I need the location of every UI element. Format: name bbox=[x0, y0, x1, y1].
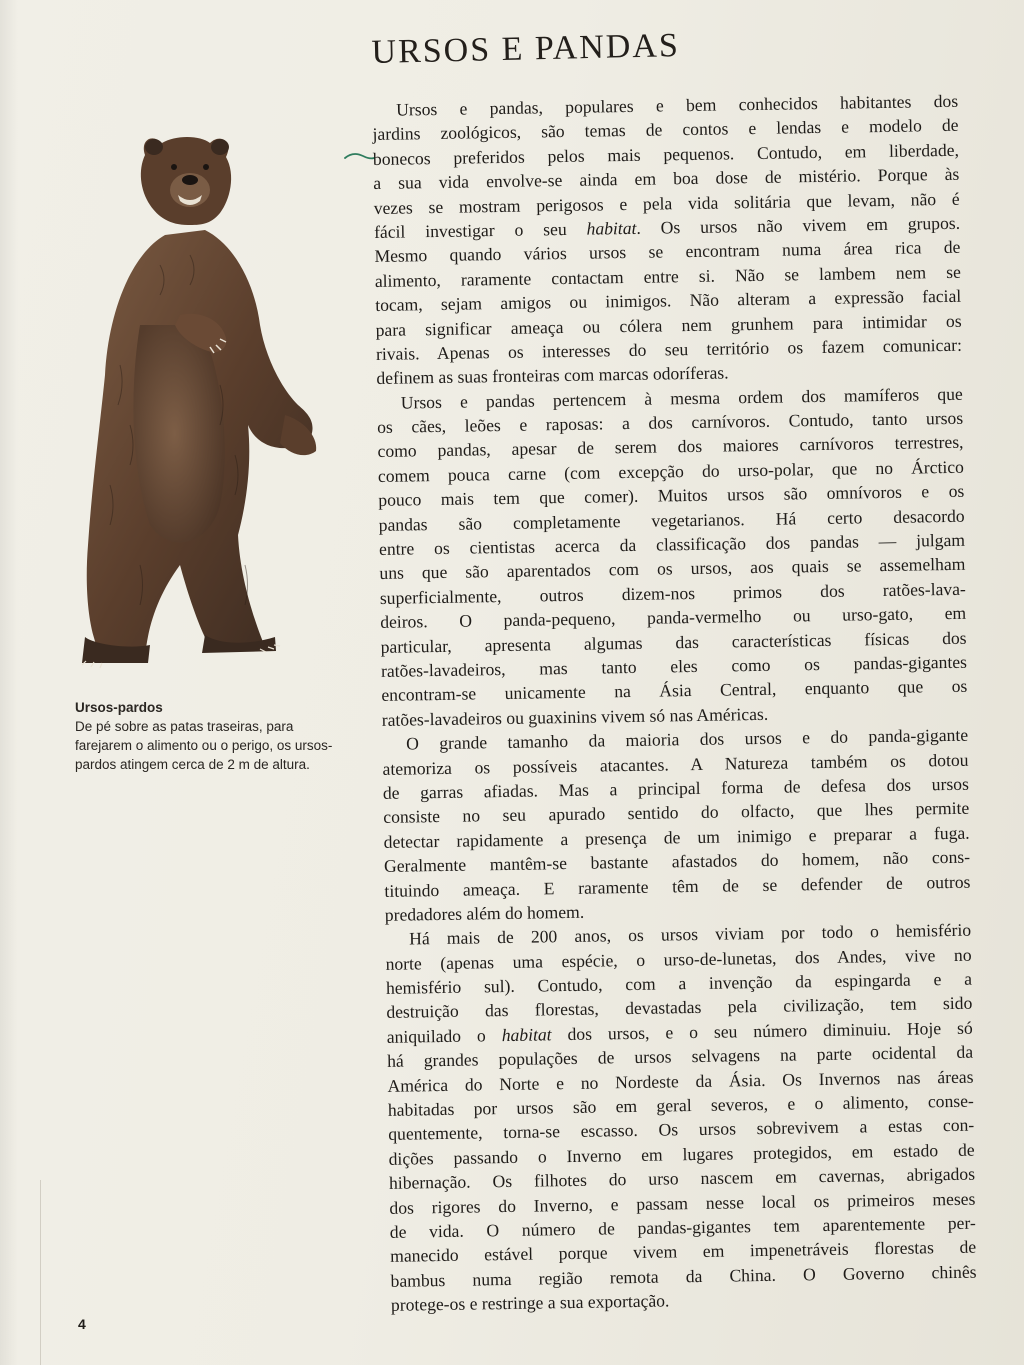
text-line: deiros. O panda-pequeno, panda-vermelho ou urso-gato, em bbox=[380, 602, 967, 633]
page-crease bbox=[0, 1180, 41, 1365]
text-line: América do Norte e no Nordeste da Ásia. Os Invernos nas áreas bbox=[387, 1066, 974, 1096]
text-line: aniquilado o habitat dos ursos, e o seu número diminuiu. Hoje só bbox=[386, 1017, 973, 1047]
paragraph bbox=[377, 381, 968, 732]
paragraph bbox=[372, 89, 963, 391]
text-line: tocam, sejam amigos ou inimigos. Não alteram a expressão facial bbox=[375, 285, 962, 316]
text-line: hibernação. Os filhotes do urso nascem em cavernas, abrigados bbox=[388, 1163, 976, 1194]
text-line: dições passando o Inverno em lugares protegidos, em estado de bbox=[388, 1139, 975, 1169]
article-body bbox=[372, 89, 977, 1318]
caption-text: De pé sobre as patas traseiras, para farejarem o alimento ou o perigo, os ursos-pardos atingem cerca de 2 m de altura. bbox=[75, 719, 333, 772]
text-line: O grande tamanho da maioria dos ursos e do panda-gigante bbox=[405, 724, 969, 754]
text-line: a sua vida envolve-se ainda em boa dose de mistério. Porque às bbox=[373, 163, 960, 194]
text-line: os cães, leões e raposas: a dos carnívoros. Contudo, tanto ursos bbox=[377, 407, 964, 438]
text-line: Há mais de 200 anos, os ursos viviam por todo o hemisfério bbox=[409, 919, 972, 949]
page-number: 4 bbox=[78, 1316, 86, 1332]
text-line: quentemente, torna-se escasso. Os ursos sobrevivem a estas con- bbox=[388, 1115, 975, 1145]
page-title: URSOS E PANDAS bbox=[371, 27, 681, 72]
text-line: definem as suas fronteiras com marcas odoríferas. bbox=[376, 362, 729, 389]
pen-mark-icon bbox=[343, 150, 375, 164]
text-line: de vida. O número de pandas-gigantes tem aparentemente per- bbox=[389, 1212, 976, 1242]
text-line: comem pouca carne (com excepção do urso-polar, que no Árctico bbox=[377, 456, 965, 486]
text-line: protege-os e restringe a sua exportação. bbox=[390, 1290, 670, 1315]
text-line: Geralmente mantêm-se bastante afastados do homem, não cons- bbox=[383, 846, 971, 877]
text-line: vezes se mostram perigosos e pela vida solitária que levam, não é bbox=[373, 188, 960, 218]
text-line: pandas são completamente vegetarianos. Há certo desacordo bbox=[378, 505, 965, 535]
text-line: alimento, raramente contactam entre si. Não se lambem nem se bbox=[374, 261, 961, 291]
text-line: para significar ameaça ou cólera nem grunhem para intimidar os bbox=[375, 310, 962, 340]
text-line: tituindo ameaça. E raramente têm de se defender de outros bbox=[384, 871, 971, 901]
brown-bear-illustration-icon bbox=[70, 125, 330, 670]
paragraph bbox=[382, 723, 971, 927]
text-line: entre os cientistas acerca da classificação dos pandas — julgam bbox=[378, 529, 966, 559]
text-line: pouco mais tem que comer). Muitos ursos são omnívoros e os bbox=[378, 480, 965, 511]
figure-caption bbox=[75, 698, 345, 774]
binding-shadow bbox=[0, 0, 18, 1365]
text-line: hemisfério sul). Contudo, com a invenção da espingarda e a bbox=[385, 968, 973, 998]
text-line: de garras afiadas. Mas a principal forma de defesa dos ursos bbox=[382, 773, 970, 803]
text-line: superficialmente, outros dizem-nos primos dos ratões-lava- bbox=[379, 578, 966, 608]
text-line: Ursos e pandas pertencem à mesma ordem dos mamíferos que bbox=[400, 383, 963, 413]
text-line: atemoriza os possíveis atacantes. A Natureza também os dotou bbox=[382, 749, 969, 779]
text-line: ratões-lavadeiros, mas tanto eles como os pandas-gigantes bbox=[380, 651, 968, 681]
text-line: consiste no seu apurado sentido do olfacto, que lhes permite bbox=[383, 798, 970, 828]
text-line: como pandas, apesar de serem dos maiores carnívoros terrestres, bbox=[377, 432, 964, 462]
text-line: uns que são aparentados com os ursos, aos quais se assemelham bbox=[379, 554, 966, 584]
text-line: detectar rapidamente a presença de um inimigo e preparar a fuga. bbox=[383, 822, 970, 852]
text-line: destruição das florestas, devastadas pela civilização, tem sido bbox=[386, 993, 973, 1023]
text-line: ratões-lavadeiros ou guaxinins vivem só nas Américas. bbox=[381, 703, 769, 730]
text-line: dos rigores do Inverno, e passam nesse local os primeiros meses bbox=[389, 1188, 976, 1218]
text-line: rivais. Apenas os interesses do seu território os fazem comunicar: bbox=[375, 334, 963, 364]
text-line: manecido estável porque vivem em impenetráveis florestas de bbox=[390, 1237, 977, 1267]
text-line: norte (apenas uma espécie, o urso-de-lunetas, dos Andes, vive no bbox=[385, 944, 972, 974]
paragraph bbox=[385, 918, 977, 1317]
text-line: há grandes populações de ursos selvagens na parte ocidental da bbox=[386, 1041, 974, 1072]
text-line: Ursos e pandas, populares e bem conhecidos habitantes dos bbox=[396, 90, 959, 120]
text-line: fácil investigar o seu habitat. Os ursos não vivem em grupos. bbox=[373, 212, 961, 242]
text-line: bonecos preferidos pelos mais pequenos. Contudo, em liberdade, bbox=[372, 139, 960, 169]
caption-title: Ursos-pardos bbox=[75, 700, 163, 715]
text-line: jardins zoológicos, são temas de contos e lendas e modelo de bbox=[372, 115, 959, 145]
text-line: habitadas por ursos são em geral severos, e o alimento, conse- bbox=[387, 1090, 974, 1120]
text-line: particular, apresenta algumas das características físicas dos bbox=[380, 627, 967, 657]
text-line: bambus numa região remota da China. O Governo chinês bbox=[390, 1261, 977, 1291]
text-line: Mesmo quando vários ursos se encontram numa área rica de bbox=[374, 237, 961, 267]
text-line: encontram-se unicamente na Ásia Central, enquanto que os bbox=[381, 676, 968, 706]
text-line: predadores além do homem. bbox=[384, 901, 585, 925]
